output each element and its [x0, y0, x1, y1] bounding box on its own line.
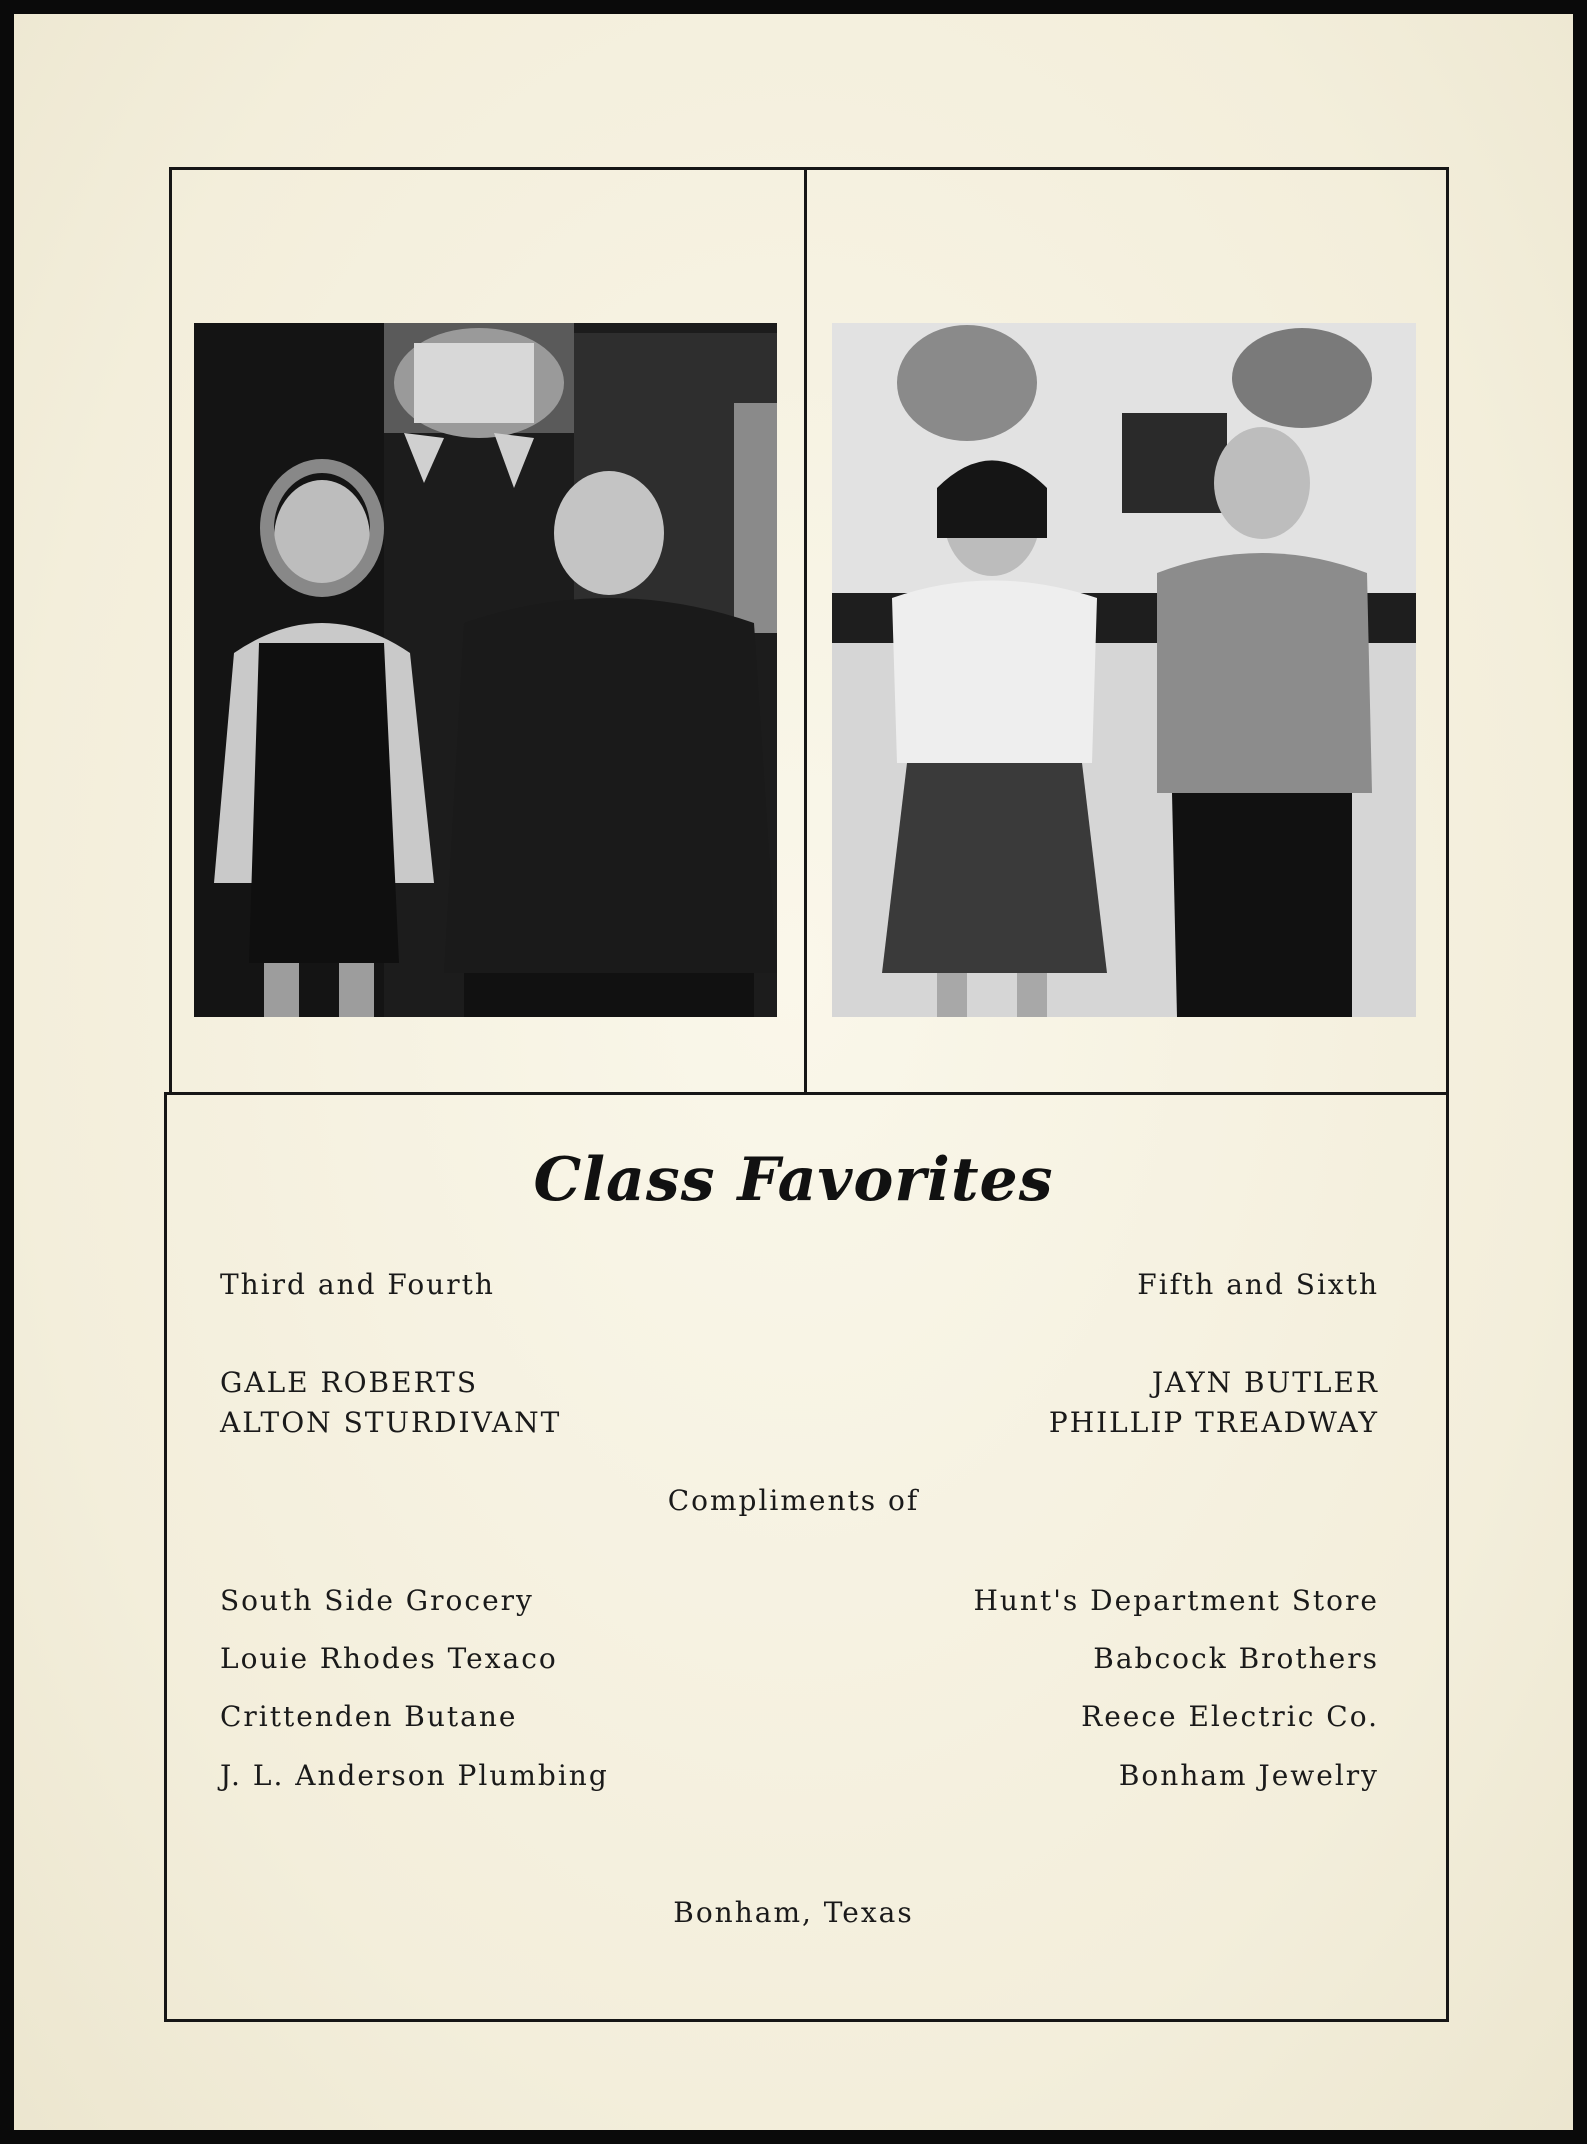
favorite-name: ALTON STURDIVANT	[220, 1406, 562, 1439]
sponsor-item: Reece Electric Co.	[1081, 1700, 1379, 1733]
grades-left: Third and Fourth	[220, 1268, 495, 1301]
compliments-label: Compliments of	[667, 1484, 920, 1517]
location-text: Bonham, Texas	[673, 1896, 914, 1929]
favorite-name: JAYN BUTLER	[1151, 1366, 1379, 1399]
sponsor-item: Louie Rhodes Texaco	[220, 1642, 558, 1675]
sponsor-item: Bonham Jewelry	[1118, 1759, 1379, 1792]
favorite-name: PHILLIP TREADWAY	[1048, 1406, 1379, 1439]
page-title: Class Favorites	[533, 1145, 1054, 1215]
sponsor-item: J. L. Anderson Plumbing	[220, 1759, 609, 1792]
sponsor-item: Hunt's Department Store	[973, 1584, 1379, 1617]
grades-right: Fifth and Sixth	[1137, 1268, 1379, 1301]
photo-third-fourth-favorites	[194, 323, 777, 1017]
sponsor-item: Babcock Brothers	[1093, 1642, 1379, 1675]
sponsor-item: Crittenden Butane	[220, 1700, 518, 1733]
caption-frame	[164, 1092, 1449, 2022]
yearbook-page	[14, 14, 1573, 2130]
photo-fifth-sixth-favorites	[832, 323, 1416, 1017]
sponsor-item: South Side Grocery	[220, 1584, 534, 1617]
frame-divider	[804, 170, 807, 1092]
favorite-name: GALE ROBERTS	[220, 1366, 479, 1399]
